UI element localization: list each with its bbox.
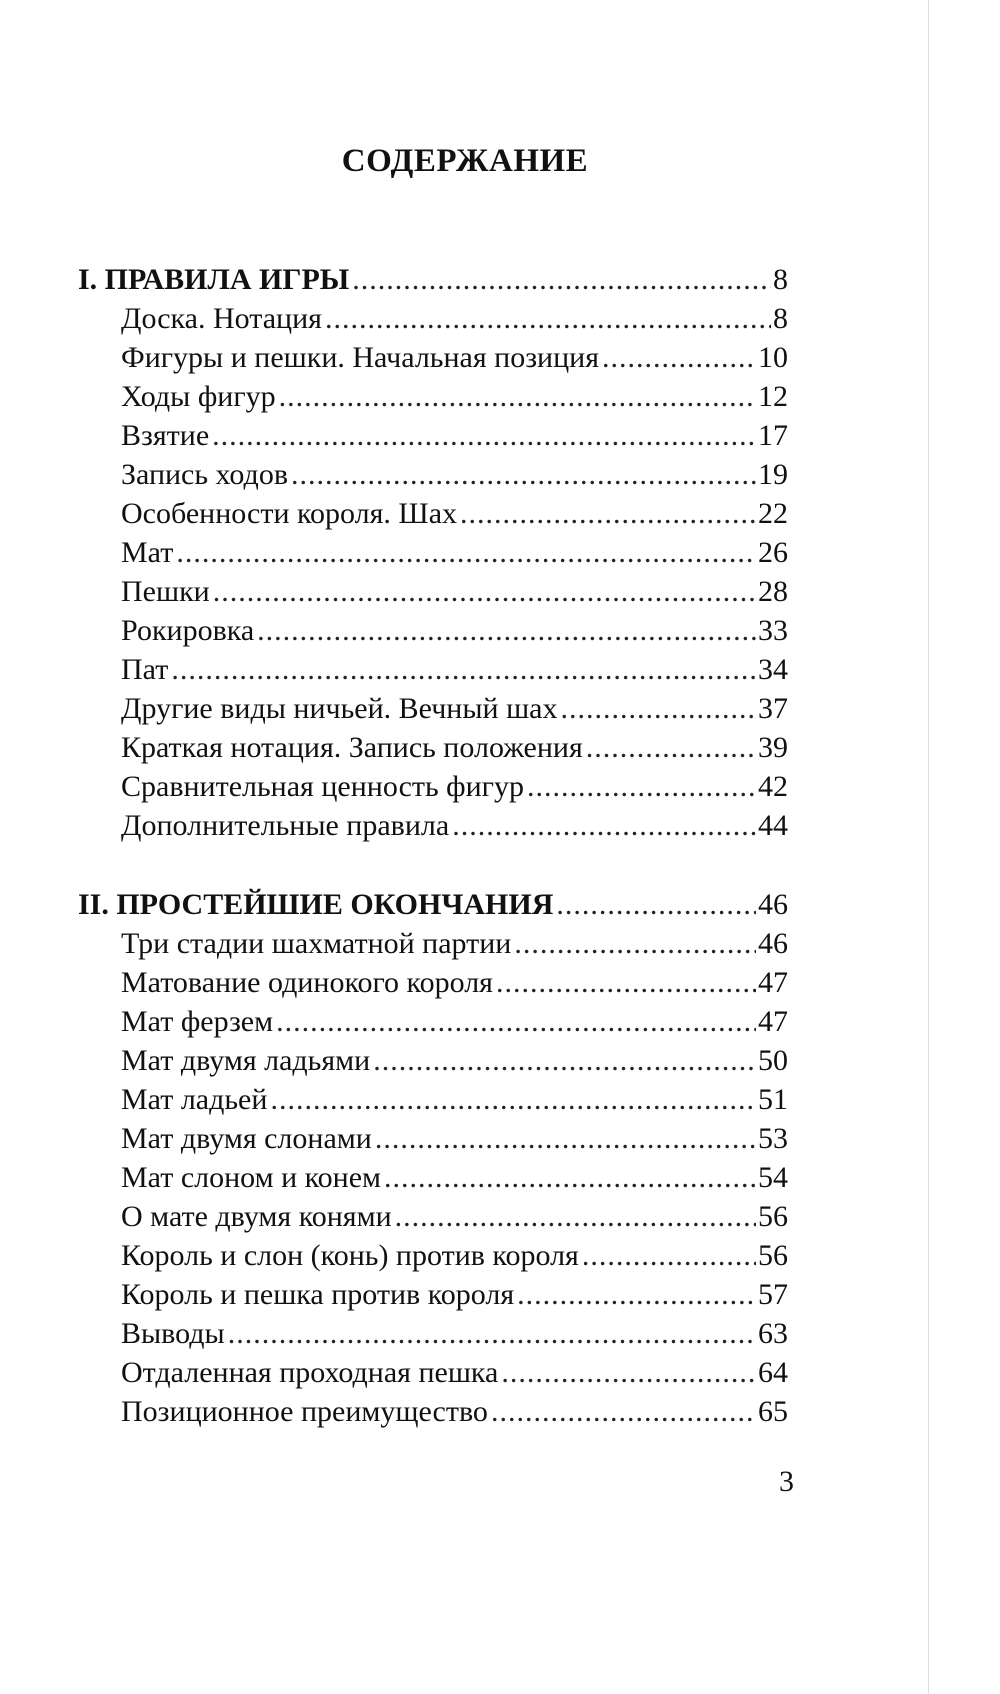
toc-entry[interactable] [121,1353,788,1393]
toc-dot-leader [276,1002,756,1042]
toc-entry-label: Другие виды ничьей. Вечный шах [121,692,558,725]
toc-dot-leader [582,1236,756,1276]
toc-entry[interactable] [121,1392,788,1432]
toc-dot-leader [496,963,756,1003]
toc-entry-label: Ходы фигур [121,380,276,413]
toc-entry-page: 19 [758,458,788,491]
toc-dot-leader [527,767,756,807]
toc-dot-leader [586,728,756,768]
toc-entry-label: Запись ходов [121,458,288,491]
toc-entry-page: 37 [758,692,788,725]
toc-dot-leader [257,611,756,651]
toc-entry[interactable] [121,1080,788,1120]
toc-dot-leader [352,260,771,300]
toc-entry-page: 51 [758,1083,788,1116]
toc-entry-page: 50 [758,1044,788,1077]
toc-entry-label: Мат [121,536,174,569]
toc-entry[interactable] [121,924,788,964]
toc-entry-label: Позиционное преимущество [121,1395,488,1428]
toc-entry[interactable] [121,767,788,807]
toc-entry[interactable] [121,416,788,456]
toc-entry-page: 56 [758,1239,788,1272]
toc-entry-label: Мат слоном и конем [121,1161,382,1194]
toc-heading[interactable] [78,885,788,925]
toc-entry-label: Особенности короля. Шах [121,497,458,530]
toc-entry-page: 44 [758,809,788,842]
toc-dot-leader [452,806,756,846]
toc-entry-page: 33 [758,614,788,647]
toc-entry-page: 63 [758,1317,788,1350]
toc-entry[interactable] [121,1158,788,1198]
toc-entry-page: 57 [758,1278,788,1311]
toc-dot-leader [384,1158,756,1198]
toc-dot-leader [514,924,756,964]
toc-dot-leader [213,572,756,612]
toc-dot-leader [270,1080,756,1120]
toc-entry-page: 12 [758,380,788,413]
toc-entry-page: 8 [773,302,788,335]
toc-heading-page: 46 [758,888,788,921]
toc-entry-label: Выводы [121,1317,225,1350]
toc-dot-leader [176,533,756,573]
toc-dot-leader [212,416,756,456]
toc-entry-label: Три стадии шахматной партии [121,927,512,960]
toc-entry-page: 17 [758,419,788,452]
toc-entry-page: 34 [758,653,788,686]
toc-dot-leader [228,1314,756,1354]
toc-entry[interactable] [121,1119,788,1159]
toc-entry-label: Рокировка [121,614,255,647]
toc-entry-page: 10 [758,341,788,374]
toc-entry-label: Фигуры и пешки. Начальная позиция [121,341,600,374]
toc-entry[interactable] [121,806,788,846]
toc-entry[interactable] [121,689,788,729]
toc-entry-page: 39 [758,731,788,764]
toc-dot-leader [279,377,756,417]
toc-entry-label: Матование одинокого короля [121,966,493,999]
page-fold-line [928,0,929,1694]
toc-entry-page: 47 [758,1005,788,1038]
toc-entry[interactable] [121,728,788,768]
toc-dot-leader [491,1392,756,1432]
toc-dot-leader [460,494,756,534]
toc-entry[interactable] [121,611,788,651]
toc-entry-label: Мат ладьей [121,1083,268,1116]
toc-entry-label: Пешки [121,575,210,608]
page-number: 3 [779,1465,794,1498]
toc-entry-page: 46 [758,927,788,960]
toc-heading-label: I. ПРАВИЛА ИГРЫ [78,263,350,296]
toc-entry[interactable] [121,1197,788,1237]
toc-dot-leader [291,455,756,495]
toc-heading-page: 8 [773,263,788,296]
toc-entry-page: 65 [758,1395,788,1428]
toc-entry-label: О мате двумя конями [121,1200,392,1233]
toc-entry[interactable] [121,1002,788,1042]
toc-dot-leader [325,299,771,339]
toc-dot-leader [560,689,756,729]
toc-entry[interactable] [121,572,788,612]
toc-entry-page: 42 [758,770,788,803]
toc-entry-label: Король и пешка против короля [121,1278,515,1311]
toc-entry[interactable] [121,1314,788,1354]
toc-entry[interactable] [121,455,788,495]
toc-entry[interactable] [121,338,788,378]
toc-dot-leader [517,1275,756,1315]
toc-dot-leader [395,1197,756,1237]
toc-entry-page: 22 [758,497,788,530]
toc-entry[interactable] [121,650,788,690]
toc-entry-label: Сравнительная ценность фигур [121,770,524,803]
toc-entry-page: 64 [758,1356,788,1389]
toc-entry-page: 56 [758,1200,788,1233]
toc-entry[interactable] [121,299,788,339]
toc-entry[interactable] [121,1041,788,1081]
page-title: СОДЕРЖАНИЕ [341,143,589,179]
toc-entry-label: Король и слон (конь) против короля [121,1239,579,1272]
toc-entry-label: Пат [121,653,169,686]
toc-entry-page: 26 [758,536,788,569]
toc-entry-label: Краткая нотация. Запись положения [121,731,583,764]
toc-entry-page: 47 [758,966,788,999]
toc-entry[interactable] [121,533,788,573]
toc-entry[interactable] [121,494,788,534]
toc-entry[interactable] [121,1275,788,1315]
toc-entry-label: Дополнительные правила [121,809,450,842]
toc-dot-leader [556,885,756,925]
toc-entry-label: Мат ферзем [121,1005,274,1038]
toc-entry[interactable] [121,963,788,1003]
toc-entry[interactable] [121,1236,788,1276]
toc-entry-page: 28 [758,575,788,608]
toc-dot-leader [373,1041,756,1081]
toc-dot-leader [171,650,756,690]
toc-heading-label: II. ПРОСТЕЙШИЕ ОКОНЧАНИЯ [78,888,554,921]
toc-entry[interactable] [121,377,788,417]
toc-dot-leader [501,1353,756,1393]
toc-entry-label: Доска. Нотация [121,302,322,335]
toc-entry-label: Мат двумя слонами [121,1122,372,1155]
toc-dot-leader [375,1119,756,1159]
toc-entry-label: Мат двумя ладьями [121,1044,371,1077]
toc-heading[interactable] [78,260,788,300]
toc-dot-leader [602,338,756,378]
toc-entry-label: Отдаленная проходная пешка [121,1356,499,1389]
toc-entry-label: Взятие [121,419,210,452]
toc-entry-page: 54 [758,1161,788,1194]
toc-entry-page: 53 [758,1122,788,1155]
